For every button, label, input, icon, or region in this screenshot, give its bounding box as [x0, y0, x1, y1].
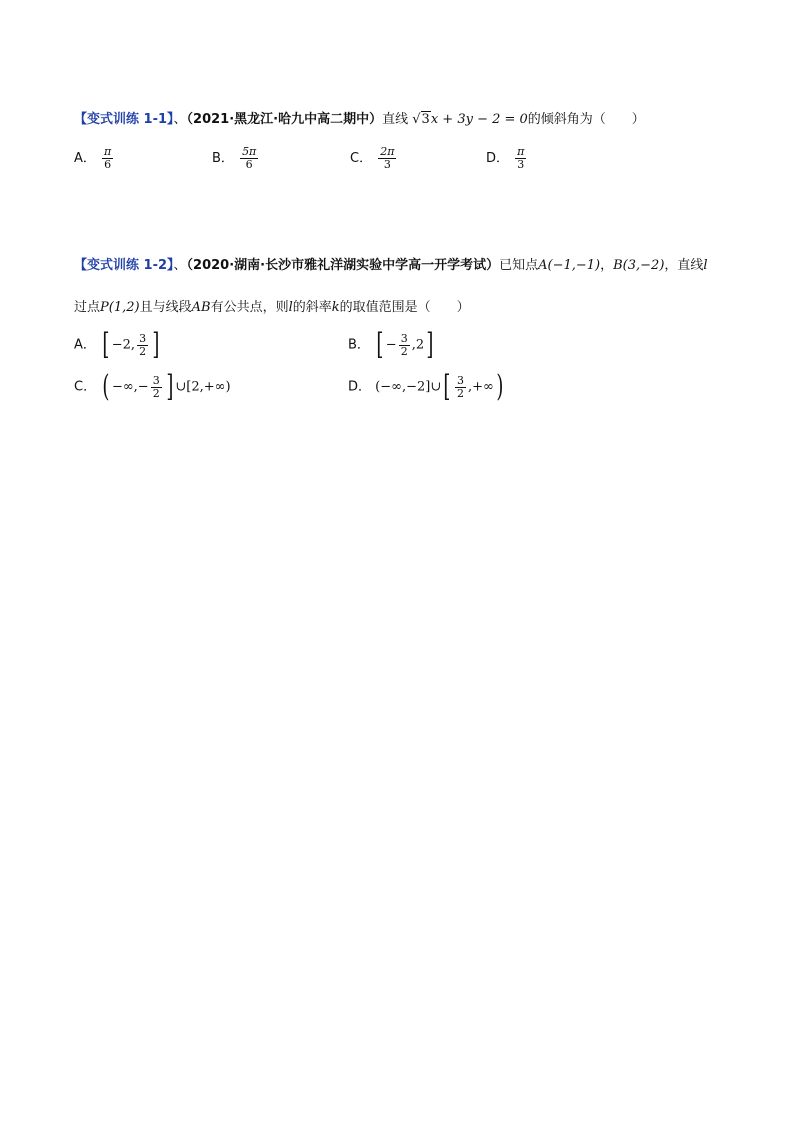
point-a: A(−1,−1) [538, 258, 601, 273]
question-2-line-1: 【变式训练 1-2】、（2020·湖南·长沙市雅礼洋湖实验中学高一开学考试）已知点A(−1,−1)，B(3,−2)，直线l [74, 258, 708, 273]
q2-option-d[interactable]: D． (−∞,−2]∪[ $\frac{3}{2}$ ,+∞) [348, 369, 504, 404]
q1-option-a[interactable]: A． $\frac{\pi}{6}$ [74, 145, 112, 171]
q2-option-c[interactable]: C． ( −∞,− $\frac{3}{2}$ ] ∪[2,+∞) [74, 369, 231, 404]
question-2-source: （2020·湖南·长沙市雅礼洋湖实验中学高一开学考试） [186, 258, 500, 273]
point-p: P(1,2) [100, 300, 140, 315]
q2-option-a[interactable]: A． [ −2, $\frac{3}{2}$ ] [74, 327, 160, 362]
question-1-tag: 【变式训练 1-1】 [74, 112, 174, 127]
q1-option-b[interactable]: B． $\frac{5\pi}{6}$ [212, 145, 257, 171]
segment-ab: AB [191, 300, 211, 315]
question-1-source: （2021·黑龙江·哈九中高二期中） [186, 112, 383, 127]
equation-rest: x + 3y − 2 = 0 [430, 112, 528, 127]
question-1-text-a: 直线 [382, 112, 409, 127]
point-b: B(3,−2) [613, 258, 665, 273]
question-2-line-2: 过点P(1,2)且与线段AB有公共点，则l的斜率k的取值范围是（ ） [74, 300, 470, 315]
q1-option-c[interactable]: C． $\frac{2\pi}{3}$ [350, 145, 395, 171]
question-1-text-b: 的倾斜角为（ ） [527, 112, 645, 127]
question-2-tag: 【变式训练 1-2】 [74, 258, 174, 273]
question-1-stem [74, 108, 645, 127]
question-1-sep: 、 [173, 112, 187, 127]
q2-option-b[interactable]: B． [ − $\frac{3}{2}$ ,2] [348, 327, 434, 362]
equation-sqrt: √3 [412, 112, 430, 127]
q1-option-d[interactable]: D． $\frac{\pi}{3}$ [486, 145, 525, 171]
